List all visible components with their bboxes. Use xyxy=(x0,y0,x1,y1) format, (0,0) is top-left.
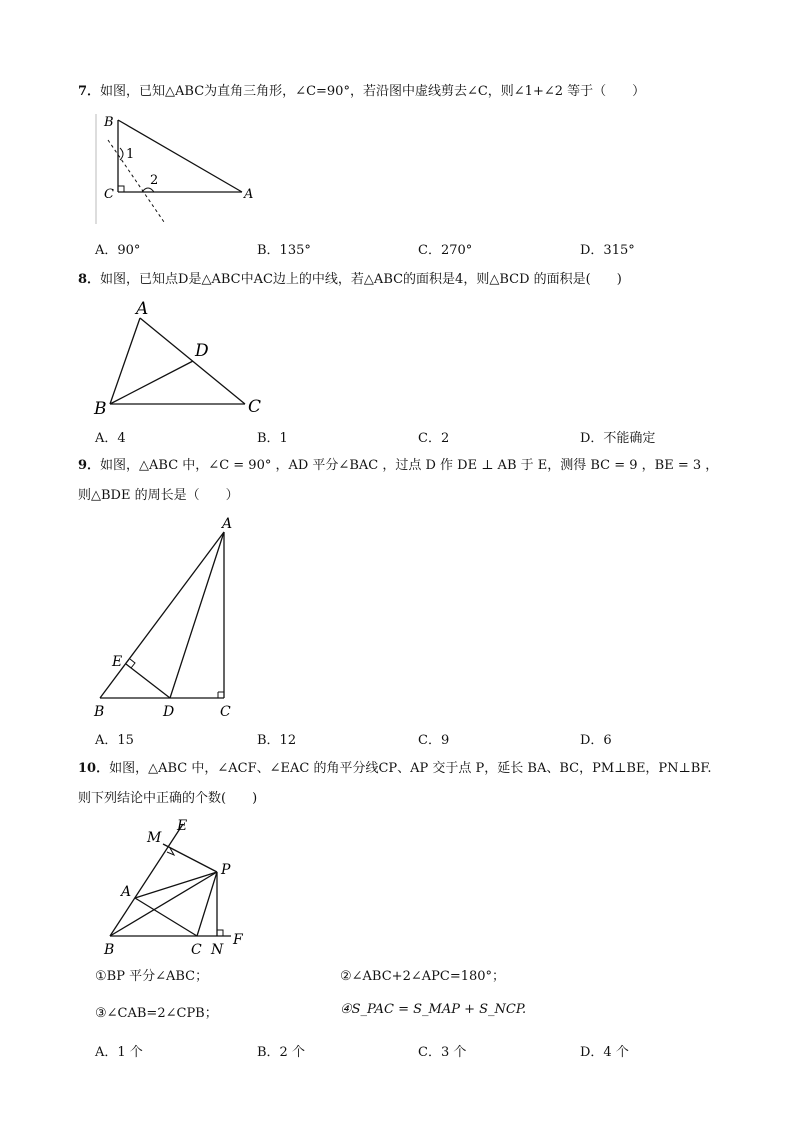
q7-option-c[interactable]: C．270° xyxy=(418,243,473,258)
q7-label-B: B xyxy=(104,115,114,130)
q10-stem-line2: 则下列结论中正确的个数( ) xyxy=(78,791,258,806)
q9-option-b[interactable]: B．12 xyxy=(257,733,297,748)
q9-label-A: A xyxy=(222,516,233,532)
q9-stem-line2: 则△BDE 的周长是（ ） xyxy=(78,488,239,503)
q10-statement-2: ②∠ABC+2∠APC=180°； xyxy=(340,969,506,984)
q9-text-line1: 如图，△ABC 中，∠C = 90° ，AD 平分∠BAC ，过点 D 作 DE ⊥ AB 于 E，测得 BC = 9 ，BE = 3 ， xyxy=(100,458,719,473)
q8-label-D: D xyxy=(195,341,209,361)
q10-statement-4: ④S_PAC = S_MAP + S_NCP. xyxy=(340,1002,527,1017)
q10-label-C: C xyxy=(191,942,202,958)
q9-stem-line1 xyxy=(78,456,718,476)
q10-label-E: E xyxy=(177,818,188,834)
q7-text: 如图，已知△ABC为直角三角形，∠C=90°，若沿图中虚线剪去∠C，则∠1+∠2 等于（ ） xyxy=(100,84,646,99)
q10-text-line1: 如图，△ABC 中，∠ACF、∠EAC 的角平分线CP、AP 交于点 P，延长 BA、BC，PM⊥BE，PN⊥BF. xyxy=(109,761,712,776)
q10-option-b[interactable]: B．2 个 xyxy=(257,1045,305,1060)
q7-label-C: C xyxy=(104,187,114,202)
q8-number: 8． xyxy=(78,272,101,287)
q8-text: 如图，已知点D是△ABC中AC边上的中线，若△ABC的面积是4，则△BCD 的面积是( ) xyxy=(100,272,622,287)
q10-label-N: N xyxy=(211,942,224,958)
q8-stem xyxy=(78,270,622,290)
q10-label-P: P xyxy=(221,862,231,878)
q10-stem-line1 xyxy=(78,759,711,779)
q10-statement-3: ③∠CAB=2∠CPB； xyxy=(95,1006,218,1021)
q10-figure xyxy=(95,814,260,960)
q10-number: 10． xyxy=(78,761,110,776)
q9-option-d[interactable]: D．6 xyxy=(580,733,612,748)
q7-stem xyxy=(78,82,645,102)
q9-label-C: C xyxy=(220,704,231,720)
q10-option-d[interactable]: D．4 个 xyxy=(580,1045,629,1060)
q9-number: 9． xyxy=(78,458,101,473)
q10-statement-1: ①BP 平分∠ABC； xyxy=(95,969,209,984)
q9-option-c[interactable]: C．9 xyxy=(418,733,450,748)
q8-label-B: B xyxy=(94,399,107,419)
q10-label-B: B xyxy=(104,942,115,958)
q7-option-b[interactable]: B．135° xyxy=(257,243,311,258)
q7-option-d[interactable]: D．315° xyxy=(580,243,635,258)
q7-label-1: 1 xyxy=(126,147,135,162)
q7-label-2: 2 xyxy=(150,173,159,188)
q8-figure xyxy=(90,296,280,422)
q8-option-b[interactable]: B．1 xyxy=(257,431,288,446)
q8-option-a[interactable]: A．4 xyxy=(95,431,126,446)
q9-label-D: D xyxy=(163,704,175,720)
q7-number: 7． xyxy=(78,84,101,99)
q7-option-a[interactable]: A．90° xyxy=(95,243,141,258)
q8-option-d[interactable]: D．不能确定 xyxy=(580,431,656,446)
q8-label-C: C xyxy=(248,397,262,417)
q10-label-F: F xyxy=(233,932,243,948)
q9-figure xyxy=(90,512,250,722)
q10-label-A: A xyxy=(121,884,132,900)
q10-option-a[interactable]: A．1 个 xyxy=(95,1045,143,1060)
q8-option-c[interactable]: C．2 xyxy=(418,431,450,446)
q8-label-A: A xyxy=(136,299,149,319)
q9-label-E: E xyxy=(112,654,123,670)
q7-figure xyxy=(90,110,270,230)
q10-label-M: M xyxy=(147,830,162,846)
q7-label-A: A xyxy=(244,187,254,202)
q9-label-B: B xyxy=(94,704,105,720)
q9-option-a[interactable]: A．15 xyxy=(95,733,134,748)
q10-option-c[interactable]: C．3 个 xyxy=(418,1045,467,1060)
